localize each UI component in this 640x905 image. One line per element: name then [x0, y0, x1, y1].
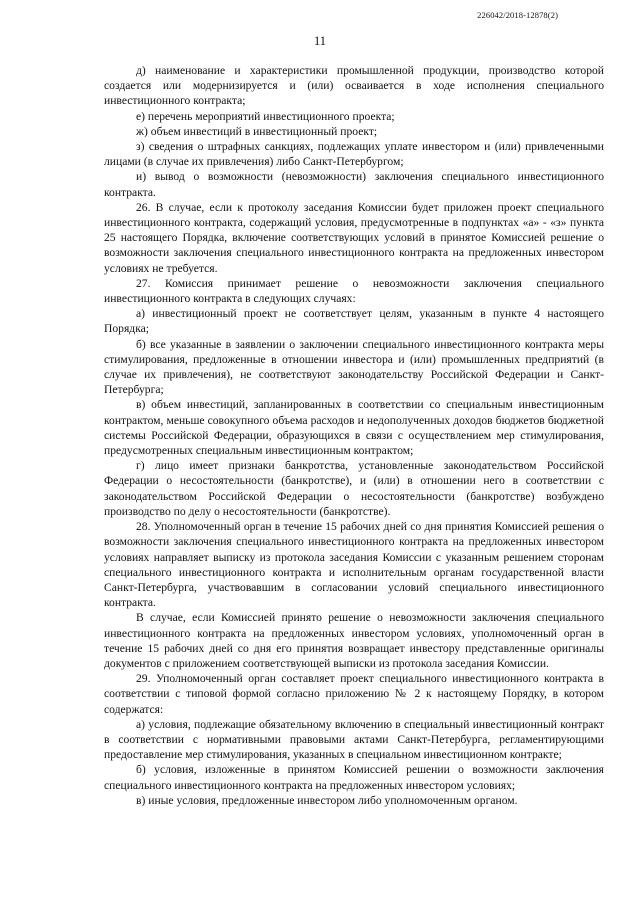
page-number: 11 — [313, 34, 327, 48]
document-id: 226042/2018-12878(2) — [477, 10, 558, 20]
paragraph-28: 28. Уполномоченный орган в течение 15 рабочих дней со дня принятия Комиссией решения о возможности заключения специального инвестиционного контракта на предложенных инвестором условиях направляет выписку из протокола заседания Комиссии с указанным решением сторонам специального инвестиционного контракта и исполнительным органам государственной власти Санкт-Петербурга, участвовавшим в согласовании условий специального инвестиционного контракта. — [104, 520, 604, 610]
paragraph-27g: г) лицо имеет признаки банкротства, установленные законодательством Российской Федерации о несостоятельности (банкротстве), и (или) в отношении него в соответствии с законодательством Российской Федерации о несостоятельности (банкротстве) возбуждено производство по делу о несостоятельности (банкротстве). — [104, 459, 604, 518]
paragraph-26: 26. В случае, если к протоколу заседания Комиссии будет приложен проект специального инвестиционного контракта, содержащий условия, предусмотренные в подпунктах «а» - «з» пункта 25 настоящего Порядка, включение соответствующих условий в принятое Комиссией решение о возможности заключения специального инвестиционного контракта на предложенных инвестором условиях не требуется. — [104, 200, 604, 275]
paragraph-27a: а) инвестиционный проект не соответствует целям, указанным в пункте 4 настоящего Порядка; — [104, 307, 604, 336]
paragraph-29b: б) условия, изложенные в принятом Комиссией решении о возможности заключения специального инвестиционного контракта на предложенных инвестором условиях; — [104, 763, 604, 792]
paragraph-29a: а) условия, подлежащие обязательному включению в специальный инвестиционный контракт в соответствии с нормативными правовыми актами Санкт-Петербурга, регламентирующими предоставление мер стимулирования, указанных в специальном инвестиционном контракте; — [104, 717, 604, 762]
paragraph-28-second: В случае, если Комиссией принято решение о невозможности заключения специального инвестиционного контракта на предложенных инвестором условиях, уполномоченный орган в течение 15 рабочих дней со дня его принятия возвращает инвестору представленные оригиналы документов с приложением соответствующей выписки из протокола заседания Комиссии. — [104, 611, 604, 670]
paragraph-25z: з) сведения о штрафных санкциях, подлежащих уплате инвестором и (или) привлеченными лицами (в случае их привлечения) либо Санкт-Петербургом; — [104, 140, 604, 169]
paragraph-25zh: ж) объем инвестиций в инвестиционный проект; — [136, 124, 378, 138]
paragraph-25e: е) перечень мероприятий инвестиционного проекта; — [136, 109, 395, 123]
paragraph-27b: б) все указанные в заявлении о заключении специального инвестиционного контракта меры стимулирования, предложенные в отношении инвестора и (или) промышленных предприятий (в случае их привлечения), не соответствуют законодательству Российской Федерации и Санкт-Петербурга; — [104, 337, 604, 397]
paragraph-27v: в) объем инвестиций, запланированных в соответствии со специальным инвестиционным контрактом, меньше совокупного объема расходов и недополученных доходов бюджетов бюджетной системы Российской Федерации, образующихся в связи с осуществлением мер стимулирования, предусмотренных специальным инвестиционным контрактом; — [104, 398, 604, 458]
paragraph-27: 27. Комиссия принимает решение о невозможности заключения специального инвестиционного контракта в следующих случаях: — [104, 276, 604, 306]
paragraph-25d: д) наименование и характеристики промышленной продукции, производство которой создается или модернизируется и (или) осваивается в ходе исполнения специального инвестиционного контракта; — [104, 64, 604, 108]
paragraph-29: 29. Уполномоченный орган составляет проект специального инвестиционного контракта в соответствии с типовой формой согласно приложению № 2 к настоящему Порядку, в котором содержатся: — [104, 672, 604, 716]
paragraph-25i: и) вывод о возможности (невозможности) заключения специального инвестиционного контракта. — [104, 170, 604, 199]
paragraph-29v: в) иные условия, предложенные инвестором либо уполномоченным органом. — [136, 793, 518, 807]
document-body — [104, 63, 604, 808]
